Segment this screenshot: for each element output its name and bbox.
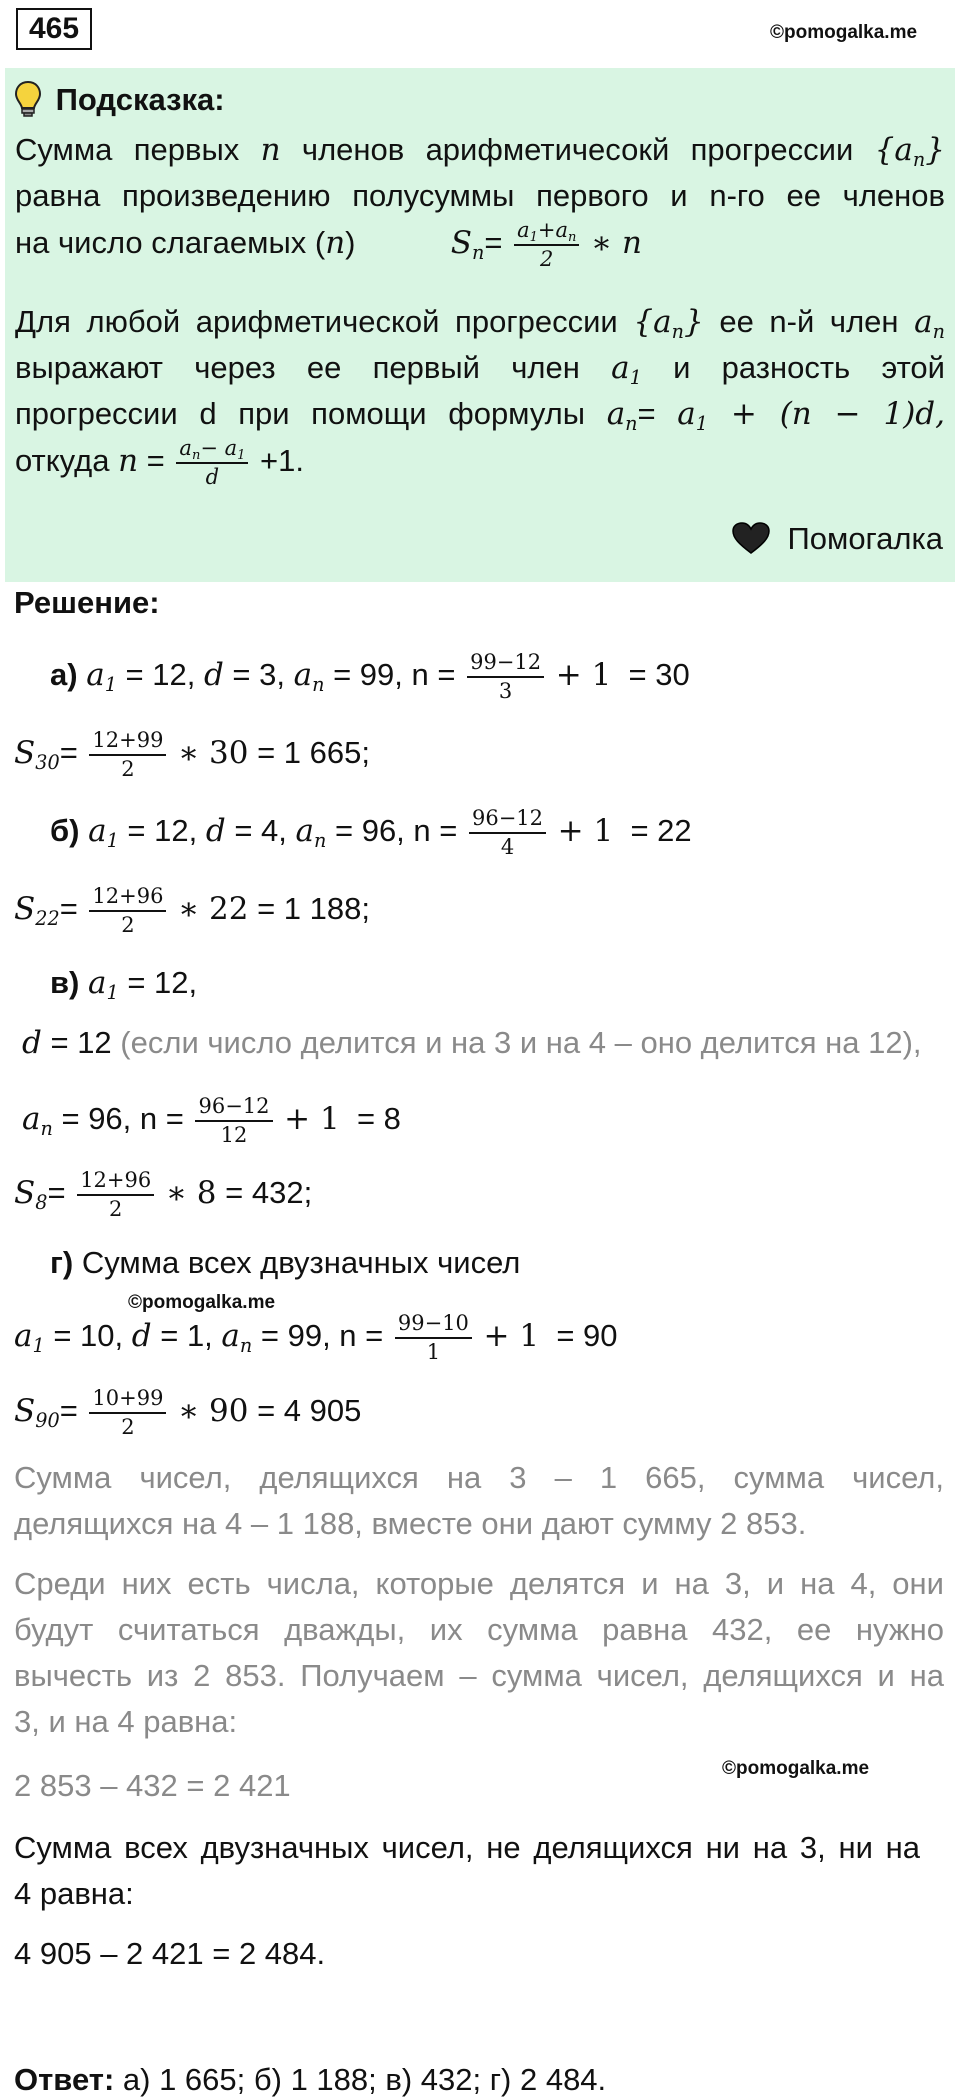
hint-p2-line2: выражают через ее первый член $a_1$ и разность этой <box>15 350 945 390</box>
text: прогрессии d при помощи формулы <box>15 396 586 431</box>
final-calc: 4 905 – 2 421 = 2 484. <box>14 1936 326 1971</box>
text: ее n-й член <box>719 304 899 339</box>
brand-label: Помогалка <box>787 521 943 556</box>
part-c-line2: d = 12 (если число делится и на 3 и на 4 – оно делится на 12), <box>22 1025 922 1061</box>
hint-title: Подсказка: <box>55 82 225 117</box>
part-label: а) <box>50 657 78 693</box>
hint-p1-line2: равна произведению полусуммы первого и n-го ее членов <box>15 178 945 213</box>
result: = 1 188; <box>257 891 370 927</box>
fraction: $\frac{a_n- a_1}{d}$ <box>176 438 248 488</box>
result: = 90 <box>556 1318 618 1354</box>
result: = 30 <box>628 657 690 693</box>
answer-text: а) 1 665; б) 1 188; в) 432; г) 2 484. <box>122 2062 607 2097</box>
fraction: $\frac{a_1+a_n}{2}$ <box>514 220 579 270</box>
text: Для любой арифметической прогрессии <box>15 304 618 339</box>
text: откуда <box>15 443 110 479</box>
text: Сумма первых <box>15 132 240 167</box>
part-label: б) <box>50 813 80 849</box>
fraction: $\frac{96-12}{12}$ <box>195 1096 272 1146</box>
text: и разность этой <box>673 350 945 385</box>
part-b-sum: $S_{22}=$ $\frac{12+96}{2}$ ∗ 22 = 1 188; <box>14 884 370 937</box>
gray-p2-line2: будут считаться дважды, их сумма равна 432, ее нужно <box>14 1612 944 1647</box>
gray-p2-line1: Среди них есть числа, которые делятся и на 3, и на 4, они <box>14 1566 944 1601</box>
heart-icon <box>731 521 771 555</box>
text: +1. <box>260 443 304 479</box>
sum-formula: $S_n$ <box>450 225 485 265</box>
gray-p2-line3: вычесть из 2 853. Получаем – сумма чисел, делящихся и на <box>14 1658 944 1693</box>
hint-box <box>5 68 955 582</box>
text: выражают через ее первый член <box>15 350 580 385</box>
fraction: $\frac{12+96}{2}$ <box>77 1170 154 1220</box>
part-d-line2: $a_1 = 10$, d = 1, $a_n = 99$, n = $\frac{99-10}{1}$ + 1 = 90 <box>14 1311 618 1364</box>
result: = 1 665; <box>257 735 370 771</box>
problem-number: 465 <box>16 8 92 50</box>
text: на число слагаемых <box>15 225 307 261</box>
part-b-line1: б) $a_1 = 12$, d = 4, $a_n = 96$, n = $\frac{96-12}{4}$ + 1 = 22 <box>50 806 692 859</box>
hint-title-row <box>15 80 945 118</box>
part-label: в) <box>50 965 80 1000</box>
result: = 8 <box>356 1101 401 1137</box>
final-line2: 4 равна: <box>14 1876 134 1911</box>
gray-calc: 2 853 – 432 = 2 421 <box>14 1768 291 1803</box>
answer-row <box>14 2062 606 2098</box>
note: (если число делится и на 3 и на 4 – оно делится на 12), <box>120 1025 922 1060</box>
lightbulb-icon <box>15 80 41 118</box>
fraction: $\frac{12+99}{2}$ <box>89 730 166 780</box>
part-c-sum: $S_8=$ $\frac{12+96}{2}$ ∗ 8 = 432; <box>14 1168 313 1221</box>
final-line1: Сумма всех двузначных чисел, не делящихся ни на 3, ни на <box>14 1830 920 1865</box>
part-a-sum: $S_{30}=$ $\frac{12+99}{2}$ ∗ 30 = 1 665; <box>14 728 370 781</box>
fraction: $\frac{96-12}{4}$ <box>469 808 546 858</box>
hint-p2-line3: прогрессии d при помощи формулы $a_n= a_1 + (n - 1)d$, <box>15 396 945 436</box>
part-d-sum: $S_{90}=$ $\frac{10+99}{2}$ ∗ 90 = 4 905 <box>14 1386 362 1439</box>
fraction: $\frac{10+99}{2}$ <box>89 1388 166 1438</box>
fraction: $\frac{12+96}{2}$ <box>89 886 166 936</box>
fraction: $\frac{99-10}{1}$ <box>395 1313 472 1363</box>
part-c-line1: в) $a_1 = 12$, <box>50 965 198 1005</box>
hint-p1-line1: Сумма первых n членов арифметичесокй прогрессии $\{a_n\}$ <box>15 132 945 172</box>
result: = 22 <box>630 813 692 849</box>
part-label: г) <box>50 1245 74 1280</box>
solution-title: Решение: <box>14 585 160 620</box>
hint-p1-line3: на число слагаемых (n) $S_n=$ $\frac{a_1+a_n}{2}$ ∗ n <box>15 218 642 271</box>
answer-label: Ответ: <box>14 2062 115 2097</box>
result: = 432; <box>225 1175 313 1211</box>
part-c-line3: $a_n = 96$, n = $\frac{96-12}{12}$ + 1 = 8 <box>22 1094 401 1147</box>
watermark: ©pomogalka.me <box>770 22 918 43</box>
watermark: ©pomogalka.me <box>128 1292 276 1313</box>
gray-p1-line2: делящихся на 4 – 1 188, вместе они дают сумму 2 853. <box>14 1506 807 1541</box>
result: = 4 905 <box>257 1393 362 1429</box>
text: членов арифметичесокй прогрессии <box>301 132 854 167</box>
hint-p2-line4: откуда n = $\frac{a_n- a_1}{d}$ +1. <box>15 436 304 489</box>
part-d-line1 <box>50 1245 520 1281</box>
hint-p2-line1: Для любой арифметической прогрессии $\{a_n\}$ ее n-й член $a_n$ <box>15 304 945 344</box>
gray-p2-line4: 3, и на 4 равна: <box>14 1704 238 1739</box>
watermark: ©pomogalka.me <box>722 1758 870 1779</box>
brand-row <box>731 521 943 557</box>
gray-p1-line1: Сумма чисел, делящихся на 3 – 1 665, сумма чисел, <box>14 1460 944 1495</box>
text: Сумма всех двузначных чисел <box>81 1245 521 1280</box>
fraction: $\frac{99-12}{3}$ <box>467 652 544 702</box>
part-a-line1: а) $a_1 = 12$, d = 3, $a_n = 99$, n = $\frac{99-12}{3}$ + 1 = 30 <box>50 650 690 703</box>
